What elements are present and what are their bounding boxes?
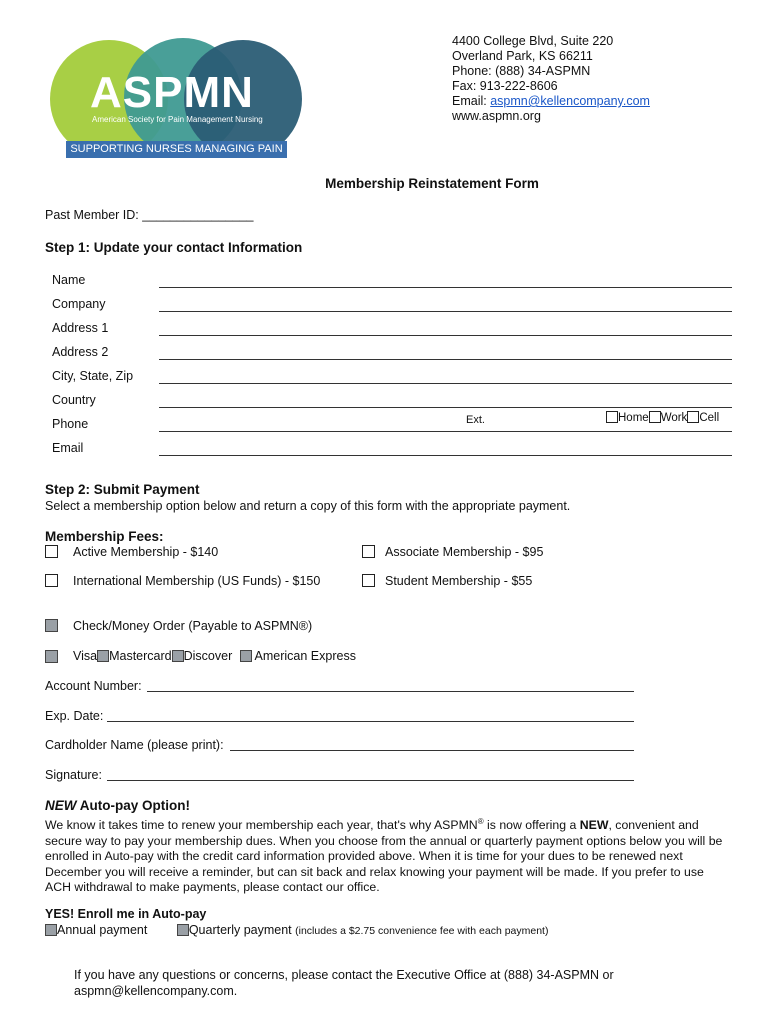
cardholder-label: Cardholder Name (please print): [45, 738, 224, 752]
annual-payment-label: Annual payment [57, 923, 148, 937]
ext-label: Ext. [466, 414, 485, 426]
cell-label: Cell [699, 412, 720, 424]
work-label: Work [660, 412, 688, 424]
address-phone: Phone: (888) 34-ASPMN [452, 64, 591, 78]
autopay-title-rest: Auto-pay Option! [76, 798, 190, 813]
autopay-text-c: , convenient and secure way to pay your membership dues. When you choose from the annual or quarterly payment options below you will be enrolled in Auto-pay with the credit card information provided above. When it is time for your dues to be renewed next December you will receive a reminder, but can sit back and relax knowing your payment will be made. If you prefer to use ACH withdrawal to make payments, please contact our office. [45, 818, 723, 895]
annual-payment-checkbox[interactable] [45, 924, 57, 936]
discover-checkbox[interactable] [172, 650, 184, 662]
international-membership-label: International Membership (US Funds) - $150 [73, 574, 321, 588]
phone-type-group [606, 411, 719, 424]
account-number-label: Account Number: [45, 679, 142, 693]
check-money-order-checkbox[interactable] [45, 619, 58, 632]
quarterly-payment-note: (includes a $2.75 convenience fee with each payment) [295, 925, 549, 937]
step2-instructions: Select a membership option below and return a copy of this form with the appropriate payment. [45, 499, 571, 513]
address-email-label: Email: [452, 94, 491, 108]
fees-title: Membership Fees: [45, 529, 164, 544]
address-2-label: Address 2 [52, 345, 109, 359]
signature-line[interactable] [107, 780, 634, 781]
autopay-text-new: NEW [579, 818, 609, 833]
mastercard-label: Mastercard [109, 649, 172, 663]
card-type-row [73, 649, 356, 663]
step2-title: Step 2: Submit Payment [45, 482, 200, 497]
exp-date-line[interactable] [107, 721, 634, 722]
amex-label: American Express [254, 649, 356, 663]
company-field-line[interactable] [159, 311, 732, 312]
mastercard-checkbox[interactable] [97, 650, 109, 662]
address-email-row [452, 94, 650, 109]
work-checkbox[interactable] [649, 411, 661, 423]
address-fax: Fax: 913-222-8606 [452, 79, 558, 93]
logo-subtitle: American Society for Pain Management Nursing [92, 115, 263, 124]
name-field-line[interactable] [159, 287, 732, 288]
enroll-title: YES! Enroll me in Auto-pay [45, 907, 207, 921]
home-label: Home [618, 412, 649, 424]
autopay-title [45, 798, 190, 813]
quarterly-payment-checkbox[interactable] [177, 924, 189, 936]
cell-checkbox[interactable] [687, 411, 699, 423]
autopay-new: NEW [45, 798, 77, 813]
active-membership-label: Active Membership - $140 [73, 545, 219, 559]
email-label: Email [52, 441, 84, 455]
city-state-zip-label: City, State, Zip [52, 369, 134, 383]
email-field-line[interactable] [159, 455, 732, 456]
phone-label: Phone [52, 417, 89, 431]
name-label: Name [52, 273, 86, 287]
student-membership-checkbox[interactable] [362, 574, 375, 587]
account-number-line[interactable] [147, 691, 634, 692]
associate-membership-checkbox[interactable] [362, 545, 375, 558]
signature-label: Signature: [45, 768, 102, 782]
past-member-id: Past Member ID: ________________ [45, 208, 254, 222]
student-membership-label: Student Membership - $55 [385, 574, 533, 588]
address-1-label: Address 1 [52, 321, 109, 335]
autopay-text-b: is now offering a [483, 818, 580, 833]
address-web: www.aspmn.org [452, 109, 541, 123]
autopay-options [45, 923, 548, 937]
city-state-zip-field-line[interactable] [159, 383, 732, 384]
autopay-reg: ® [477, 817, 484, 826]
phone-field-line[interactable] [159, 431, 732, 432]
autopay-description [45, 814, 730, 896]
autopay-text-a: We know it takes time to renew your membership each year, that's why ASPMN [45, 818, 478, 833]
logo-tagline-banner: SUPPORTING NURSES MANAGING PAIN [66, 141, 287, 158]
country-field-line[interactable] [159, 407, 732, 408]
company-label: Company [52, 297, 106, 311]
step1-title: Step 1: Update your contact Information [45, 240, 303, 255]
associate-membership-label: Associate Membership - $95 [385, 545, 544, 559]
home-checkbox[interactable] [606, 411, 618, 423]
visa-checkbox[interactable] [45, 650, 58, 663]
address-email-link[interactable]: aspmn@kellencompany.com [490, 94, 650, 108]
logo-brand: ASPMN [90, 68, 254, 117]
international-membership-checkbox[interactable] [45, 574, 58, 587]
check-money-order-label: Check/Money Order (Payable to ASPMN®) [73, 619, 313, 633]
address-1-field-line[interactable] [159, 335, 732, 336]
amex-checkbox[interactable] [240, 650, 252, 662]
address-2-field-line[interactable] [159, 359, 732, 360]
address-line2: Overland Park, KS 66211 [452, 49, 593, 63]
visa-label: Visa [73, 649, 98, 663]
address-line1: 4400 College Blvd, Suite 220 [452, 34, 614, 48]
quarterly-payment-label: Quarterly payment [188, 923, 292, 937]
footer-contact: If you have any questions or concerns, please contact the Executive Office at (888) 34-ASPMN or aspmn@kellencompany.com. [74, 968, 614, 998]
form-title: Membership Reinstatement Form [325, 176, 539, 191]
exp-date-label: Exp. Date: [45, 709, 104, 723]
cardholder-line[interactable] [230, 750, 634, 751]
country-label: Country [52, 393, 96, 407]
address-block [452, 34, 650, 124]
discover-label: Discover [183, 649, 233, 663]
active-membership-checkbox[interactable] [45, 545, 58, 558]
